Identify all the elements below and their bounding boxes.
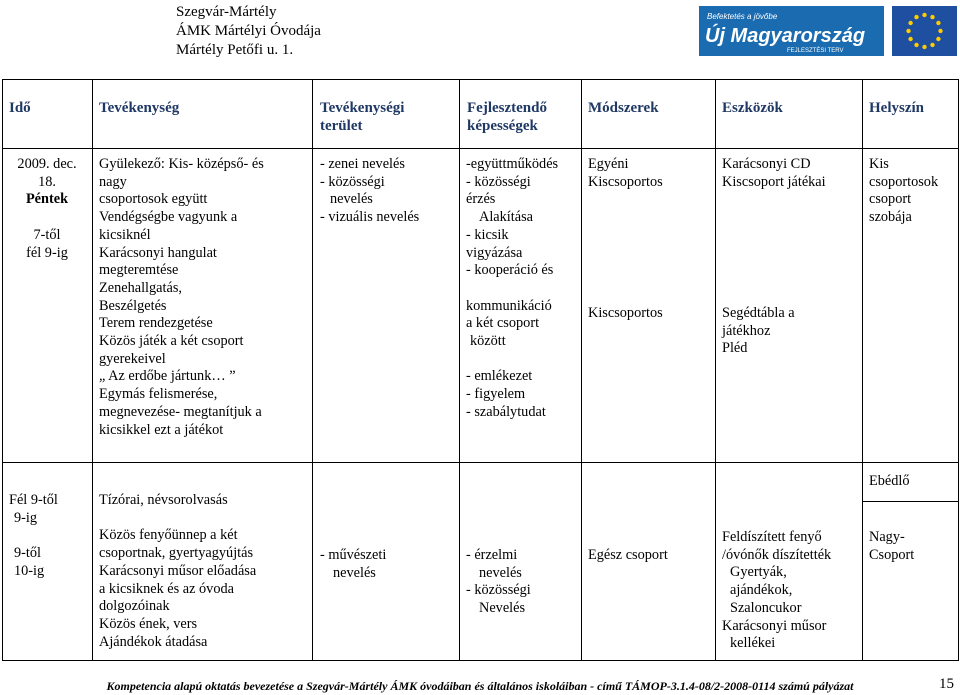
row-divider (2, 462, 959, 463)
col-border (92, 79, 93, 661)
row2-tools: Feldíszített fenyő /óvónők díszítették Gyertyák, ajándékok, Szaloncukor Karácsonyi műsor kellékei (722, 529, 832, 652)
header-bottom-border (2, 148, 959, 149)
row1-place: Kis csoportosok csoport szobája (869, 156, 939, 226)
row1-skills: -együttműködés - közösségi érzés Alakítása - kicsik vigyázása - kooperáció és kommunikáció a két csoport között - emlékezet - figyelem - szabálytudat (466, 156, 559, 420)
row1-tools-top: Karácsonyi CD Kiscsoport játékai (722, 156, 826, 190)
logo-slogan: Befektetés a jövőbe (707, 12, 778, 21)
row2-time: Fél 9-től 9-ig 9-től 10-ig (9, 492, 58, 579)
header-tools: Eszközök (722, 100, 783, 116)
header-time: Idő (9, 100, 31, 116)
row1-area: - zenei nevelés - közösségi nevelés - vizuális nevelés (320, 156, 420, 226)
table-top-border (2, 79, 959, 80)
row1-activity: Gyülekező: Kis- középső- és nagy csoportosok együtt Vendégségbe vagyunk a kicsiknél Karácsonyi hangulat megteremtése Zenehallgatás, Beszélgetés Terem rendezgetése Közös játék a két csoport gyerekeivel „ Az erdőbe jártunk… ” Egymás felismerése, megnevezése- megtanítjuk a kicsikkel ezt a játékot (99, 156, 264, 438)
table-bottom-border (2, 660, 959, 661)
row1-time: 2009. dec. 18. Péntek 7-től fél 9-ig (17, 156, 77, 261)
row2-methods: Egész csoport (588, 547, 668, 563)
logo-brand: Új Magyarország (705, 25, 866, 47)
row1-methods-top: Egyéni Kiscsoportos (588, 156, 663, 190)
col-border (958, 79, 959, 661)
row1-methods-bottom: Kiscsoportos (588, 305, 663, 321)
header-methods: Módszerek (588, 100, 659, 116)
col-border (715, 79, 716, 661)
address-line: Mártély Petőfi u. 1. (176, 42, 294, 58)
col-border (312, 79, 313, 661)
address-line: ÁMK Mártélyi Óvodája (176, 23, 321, 39)
header-activity: Tevékenység (99, 100, 180, 116)
col-border (459, 79, 460, 661)
col-border (862, 79, 863, 661)
row1-tools-bottom: Segédtábla a játékhoz Pléd (722, 305, 795, 357)
logo-sub: FEJLESZTÉSI TERV (787, 48, 844, 54)
row2-skills: - érzelmi nevelés - közösségi Nevelés (466, 547, 531, 617)
page-number: 15 (939, 676, 954, 692)
row2-activity: Tízórai, névsorolvasás Közös fenyőünnep a két csoportnak, gyertyagyújtás Karácsonyi műsor előadása a kicsiknek és az óvoda dolgozóinak Közös ének, vers Ajándékok átadása (99, 492, 257, 650)
row2-area: - művészeti nevelés (320, 547, 387, 581)
footer-text: Kompetencia alapú oktatás bevezetése a Szegvár-Mártély ÁMK óvodáiban és általános iskoláiban - című TÁMOP-3.1.4-08/2-2008-0114 számú pályázat (106, 679, 854, 693)
row2-place-bottom: Nagy- Csoport (869, 529, 915, 563)
address-line: Szegvár-Mártély (176, 4, 277, 20)
row2-place-top: Ebédlő (869, 473, 910, 489)
header-area: Tevékenységi terület (320, 100, 405, 134)
header-place: Helyszín (869, 100, 924, 116)
header-skills: Fejlesztendő képességek (467, 100, 547, 134)
col-border (581, 79, 582, 661)
place-split-line (862, 501, 959, 502)
